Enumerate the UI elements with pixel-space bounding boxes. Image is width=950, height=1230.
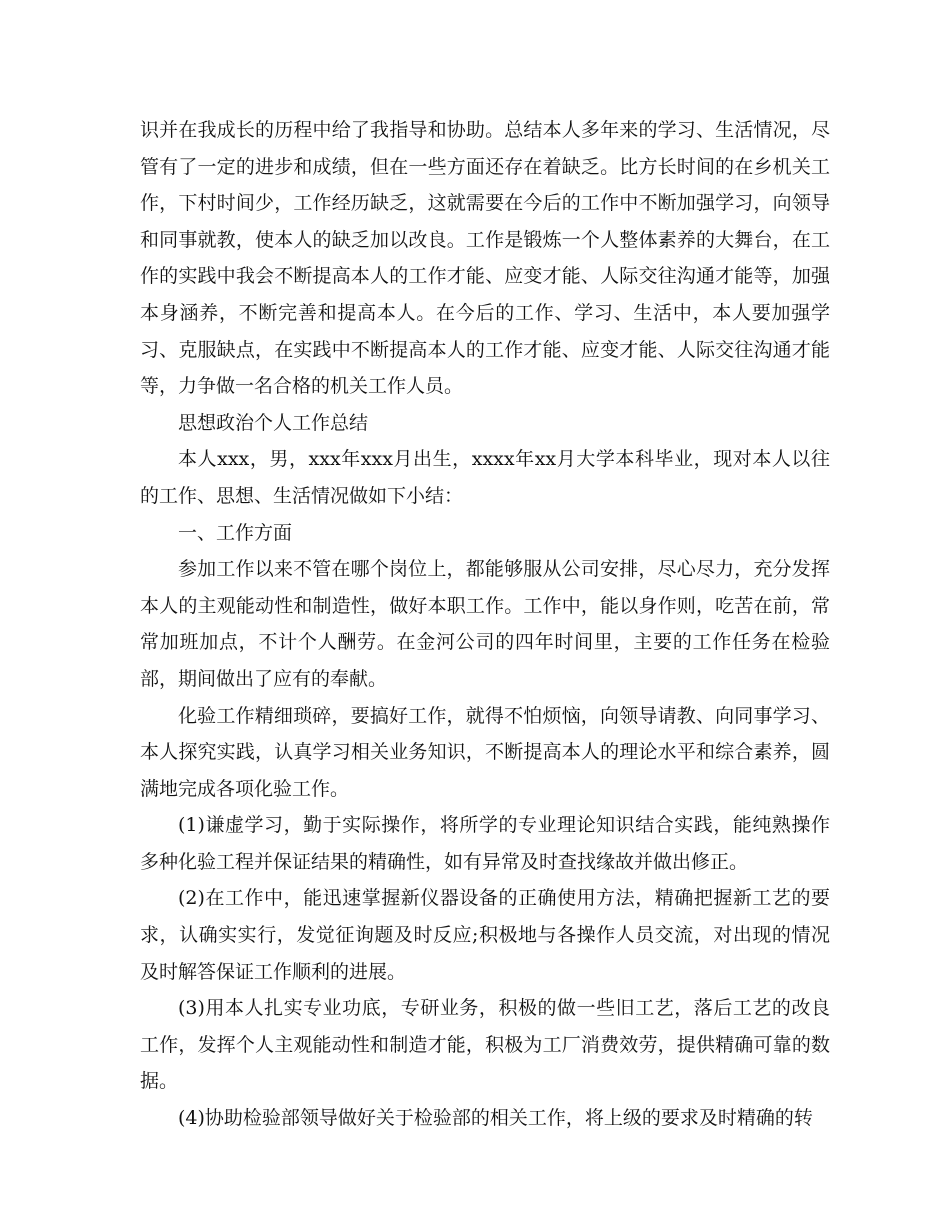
section-title: 思想政治个人工作总结: [178, 411, 369, 434]
list-item-3: (3)用本人扎实专业功底，专研业务，积极的做一些旧工艺，落后工艺的改良工作，发挥个人主观能动性和制造才能，积极为工厂消费效劳，提供精确可靠的数据。: [140, 997, 830, 1093]
paragraph-work-overview: 参加工作以来不管在哪个岗位上，都能够服从公司安排，尽心尽力，充分发挥本人的主观能动性和制造性，做好本职工作。工作中，能以身作则，吃苦在前，常常加班加点，不计个人酬劳。在金河公司的四年时间里，主要的工作任务在检验部，期间做出了应有的奉献。: [140, 558, 830, 690]
paragraph-lab-work: 化验工作精细琐碎，要搞好工作，就得不怕烦恼，向领导请教、向同事学习、本人探究实践，认真学习相关业务知识，不断提高本人的理论水平和综合素养，圆满地完成各项化验工作。: [140, 704, 830, 800]
list-item-4: (4)协助检验部领导做好关于检验部的相关工作，将上级的要求及时精确的转: [178, 1107, 813, 1130]
section-heading-work: 一、工作方面: [178, 521, 293, 544]
document-body: [140, 112, 830, 1137]
paragraph-intro: 本人xxx，男，xxx年xxx月出生，xxxx年xx月大学本科毕业，现对本人以往的工作、思想、生活情况做如下小结：: [140, 448, 830, 507]
list-item-2: (2)在工作中，能迅速掌握新仪器设备的正确使用方法，精确把握新工艺的要求，认确实实行，发觉征询题及时反应;积极地与各操作人员交流，对出现的情况及时解答保证工作顺利的进展。: [140, 887, 830, 983]
list-item-1: (1)谦虚学习，勤于实际操作，将所学的专业理论知识结合实践，能纯熟操作多种化验工程并保证结果的精确性，如有异常及时查找缘故并做出修正。: [140, 814, 830, 873]
paragraph-continuation: 识并在我成长的历程中给了我指导和协助。总结本人多年来的学习、生活情况，尽管有了一定的进步和成绩，但在一些方面还存在着缺乏。比方长时间的在乡机关工作，下村时间少，工作经历缺乏，这就需要在今后的工作中不断加强学习，向领导和同事就教，使本人的缺乏加以改良。工作是锻炼一个人整体素养的大舞台，在工作的实践中我会不断提高本人的工作才能、应变才能、人际交往沟通才能等，加强本身涵养，不断完善和提高本人。在今后的工作、学习、生活中，本人要加强学习、克服缺点，在实践中不断提高本人的工作才能、应变才能、人际交往沟通才能等，力争做一名合格的机关工作人员。: [140, 119, 830, 398]
